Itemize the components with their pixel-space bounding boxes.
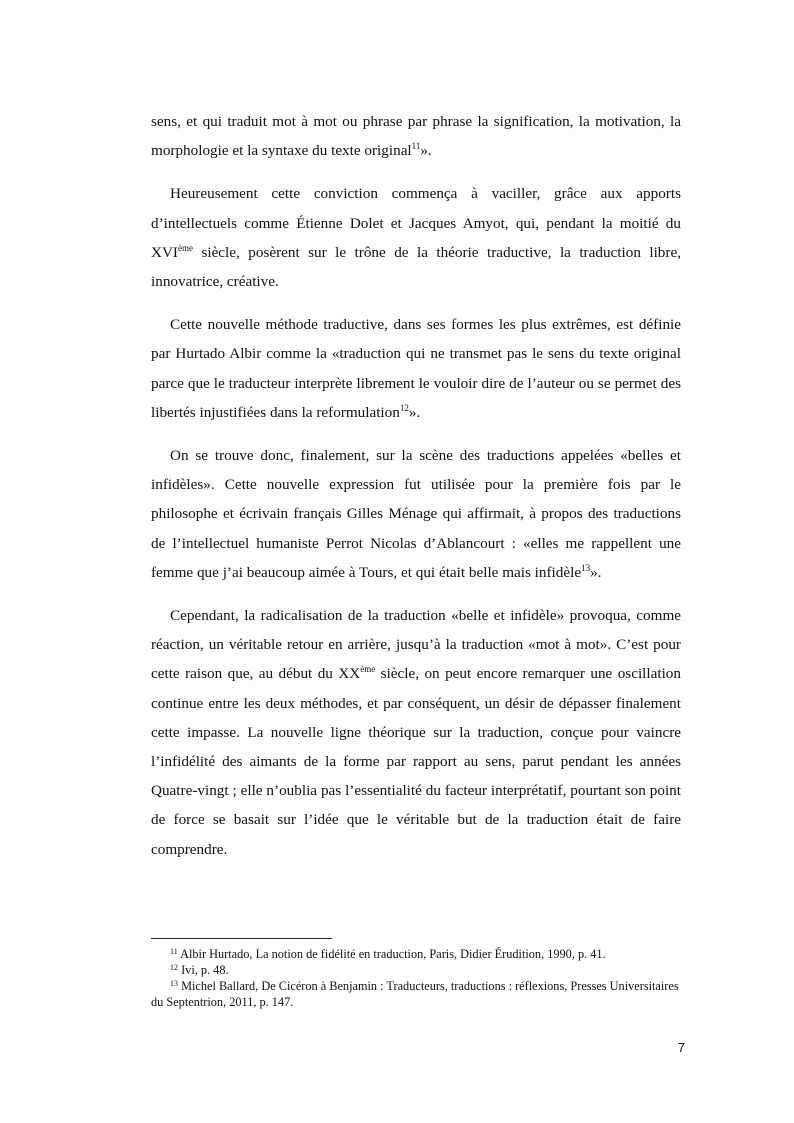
footnote-ref-11: 11	[411, 141, 421, 152]
paragraph-1	[151, 107, 681, 165]
footnote-11	[151, 946, 681, 962]
footnote-text: Michel Ballard, De Cicéron à Benjamin : Traducteurs, traductions : réflexions, Presses Universitaires du Septentrion, 2011, p. 147.	[151, 979, 679, 1009]
page-number: 7	[677, 1040, 685, 1055]
footnote-number: 12	[170, 963, 178, 972]
paragraph-4-text: On se trouve donc, finalement, sur la scène des traductions appelées «belles et infidèles». Cette nouvelle expression fut utilisée pour la première fois par le philosophe et écrivain français Gilles Ménage qui affirmait, à propos des traductions de l’intellectuel humaniste Perrot Nicolas d’Ablancourt : «elles me rappellent une femme que j’ai beaucoup aimée à Tours, et qui était belle mais infidèle	[151, 447, 681, 581]
paragraph-5-text-a: Cependant, la radicalisation de la traduction «belle et infidèle» provoqua, comme réaction, un véritable retour en arrière, jusqu’à la traduction «mot à mot». C’est pour cette raison que, au début du XX	[151, 607, 681, 683]
paragraph-1-end: ».	[420, 142, 432, 160]
footnote-separator	[151, 938, 332, 939]
footnote-number: 11	[170, 947, 178, 956]
footnote-13	[151, 978, 681, 1010]
ordinal-suffix: ème	[178, 242, 193, 253]
paragraph-3	[151, 310, 681, 427]
paragraph-5-text-b: siècle, on peut encore remarquer une oscillation continue entre les deux méthodes, et par conséquent, un désir de dépasser finalement cette impasse. La nouvelle ligne théorique sur la traduction, conçue pour vaincre l’infidélité des aimants de la forme par rapport au sens, parut pendant les années Quatre-vingt ; elle n’oublia pas l’essentialité du facteur interprétatif, pourtant son point de force se basait sur l’idée que le véritable but de la traduction était de faire comprendre.	[151, 665, 681, 858]
footnote-12	[151, 962, 681, 978]
footnote-ref-13: 13	[581, 562, 591, 573]
paragraph-2-text-b: siècle, posèrent sur le trône de la théorie traductive, la traduction libre, innovatrice, créative.	[151, 243, 681, 291]
ordinal-suffix: ème	[360, 664, 376, 675]
paragraph-5	[151, 601, 681, 864]
footnote-text: Ivi, p. 48.	[181, 963, 229, 977]
paragraph-3-text: Cette nouvelle méthode traductive, dans ses formes les plus extrêmes, est définie par Hurtado Albir comme la «traduction qui ne transmet pas le sens du texte original parce que le traducteur interprète librement le vouloir dire de l’auteur ou se permet des libertés injustifiées dans la reformulation	[151, 316, 681, 421]
paragraph-2-text-a: Heureusement cette conviction commença à vaciller, grâce aux apports d’intellectuels comme Étienne Dolet et Jacques Amyot, qui, pendant la moitié du XVI	[151, 185, 681, 261]
paragraph-4	[151, 441, 681, 587]
footnotes	[151, 946, 681, 1010]
footnote-ref-12: 12	[399, 402, 409, 413]
paragraph-4-end: ».	[590, 563, 602, 581]
footnote-text: Albir Hurtado, La notion de fidélité en traduction, Paris, Didier Érudition, 1990, p. 41.	[180, 947, 606, 961]
paragraph-2	[151, 179, 681, 296]
paragraph-3-end: ».	[408, 403, 421, 421]
page-body	[151, 107, 681, 878]
paragraph-1-text: sens, et qui traduit mot à mot ou phrase par phrase la signification, la motivation, la morphologie et la syntaxe du texte original	[151, 113, 681, 160]
footnote-number: 13	[170, 979, 178, 988]
